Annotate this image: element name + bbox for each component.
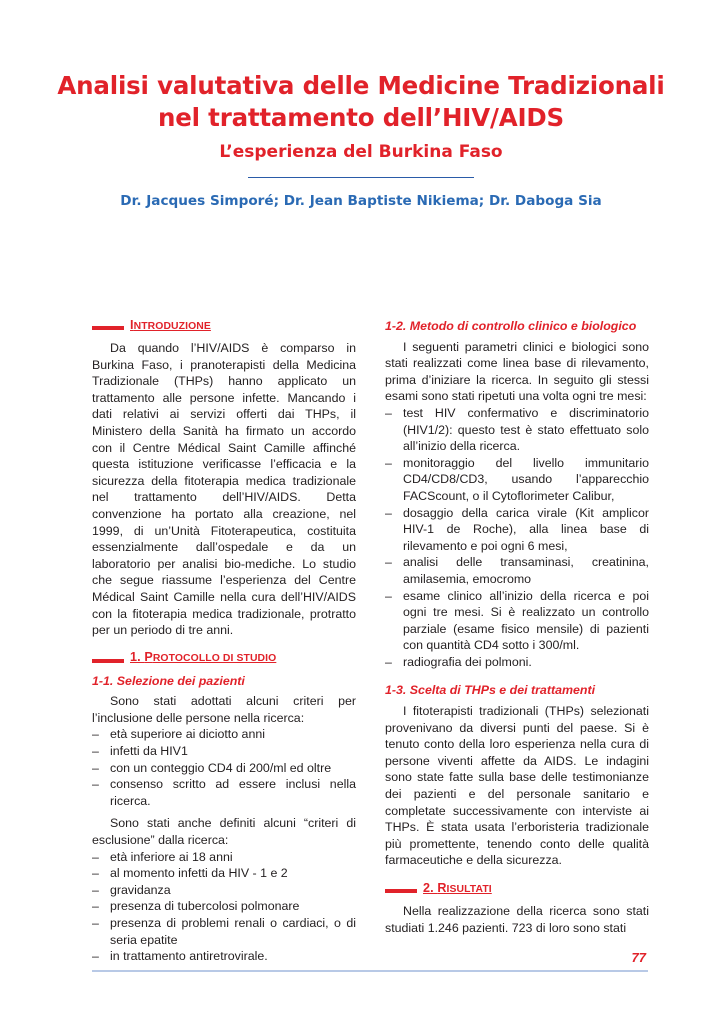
list-item: – infetti da HIV1	[92, 743, 356, 760]
section-heading-introduzione	[92, 318, 356, 334]
list-item: – test HIV confermativo e discriminatorio (HIV1/2): questo test è stato effettuato solo all’inizio della ricerca.	[385, 405, 649, 455]
section-title: INTRODUZIONE	[130, 317, 211, 332]
list-item: – presenza di problemi renali o cardiaci, o di seria epatite	[92, 915, 356, 948]
list-item: – consenso scritto ad essere inclusi nella ricerca.	[92, 776, 356, 809]
list-item: – monitoraggio del livello immunitario CD4/CD8/CD3, usando l’apparecchio FACScount, o il Cytoflorimeter Calibur,	[385, 455, 649, 505]
section-heading-risultati	[385, 881, 649, 897]
inclusion-intro: Sono stati adottati alcuni criteri per l’inclusione delle persone nella ricerca:	[92, 694, 356, 725]
section-title: 1. PROTOCOLLO DI STUDIO	[130, 650, 277, 665]
scelta-paragraph: I fitoterapisti tradizionali (THPs) selezionati provenivano da diversi punti del paese. Si è tenuto conto della loro esperienza nella cura di persone viventi affette da AIDS. Le indagini sono state fatte sulla base delle testimonianze dei pazienti e del personale sanitario e completate successivamente con interviste ai THPs. È stata usata l’erboristeria tradizionale più promettente, tenendo conto delle qualità farmaceutiche e della sicurezza.	[385, 704, 649, 868]
metodo-intro: I seguenti parametri clinici e biologici sono stati realizzati come linea base di rilevamento, prima d’iniziare la ricerca. In seguito gli stessi esami sono stati ripetuti una volta ogni tre mesi:	[385, 339, 649, 404]
list-item: – età inferiore ai 18 anni	[92, 849, 356, 866]
list-item: – esame clinico all’inizio della ricerca e poi ogni tre mesi. Si è realizzato un controllo parziale (esame fisico mensile) di pazienti con quantità CD4 sotto i 300/ml.	[385, 588, 649, 654]
article-title	[0, 70, 722, 134]
footer-divider	[92, 970, 648, 972]
inclusion-list	[92, 726, 356, 809]
title-line-2: nel trattamento dell’HIV/AIDS	[158, 103, 564, 132]
title-line-1: Analisi valutativa delle Medicine Tradizionali	[57, 71, 665, 100]
left-column	[92, 318, 356, 965]
list-item: – gravidanza	[92, 882, 356, 899]
subsection-title-scelta: 1-3. Scelta di THPs e dei trattamenti	[385, 683, 596, 698]
list-item: – radiografia dei polmoni.	[385, 654, 649, 671]
page-number: 77	[631, 950, 646, 965]
subsection-title-metodo: 1-2. Metodo di controllo clinico e biologico	[385, 319, 637, 333]
section-bar	[92, 326, 124, 330]
section-title: 2. RISULTATI	[423, 880, 492, 895]
intro-paragraph: Da quando l’HIV/AIDS è comparso in Burkina Faso, i pranoterapisti della Medicina Tradizionale (THPs) hanno applicato un trattamento alle persone infette. Mancando i dati relativi ai servizi offerti dai THPs, il Ministero della Sanità ha firmato un accordo con il Centre Médical Saint Camille affinché questa istituzione verificasse l’efficacia e la sicurezza della fitoterapia medica tradizionale nel trattamento dell’HIV/AIDS. Detta convenzione ha portato alla creazione, nel 1999, di un’Unità Fitoterapeutica, costituita essenzialmente dall’ospedale e da un laboratorio per analisi bio-mediche. Lo studio che segue riassume l’esperienza del Centre Médical Saint Camille nella cura dell’HIV/AIDS con la fitoterapia medica tradizionale, protratto per un periodo di tre anni.	[92, 341, 356, 638]
risultati-paragraph: Nella realizzazione della ricerca sono stati studiati 1.246 pazienti. 723 di loro sono stati	[385, 904, 649, 935]
section-heading-protocollo	[92, 651, 356, 667]
article-subtitle: L’esperienza del Burkina Faso	[219, 142, 503, 162]
list-item: – in trattamento antiretrovirale.	[92, 948, 356, 965]
right-column	[385, 318, 649, 936]
list-item: – analisi delle transaminasi, creatinina, amilasemia, emocromo	[385, 554, 649, 587]
title-divider	[248, 177, 474, 178]
list-item: – età superiore ai diciotto anni	[92, 726, 356, 743]
metodo-list	[385, 405, 649, 671]
list-item: – presenza di tubercolosi polmonare	[92, 898, 356, 915]
subsection-title-selezione: 1-1. Selezione dei pazienti	[92, 673, 245, 688]
exclusion-intro: Sono stati anche definiti alcuni “criteri di esclusione” dalla ricerca:	[92, 816, 356, 848]
section-bar	[92, 659, 124, 663]
list-item: – al momento infetti da HIV - 1 e 2	[92, 865, 356, 882]
list-item: – con un conteggio CD4 di 200/ml ed oltre	[92, 760, 356, 777]
list-item: – dosaggio della carica virale (Kit amplicor HIV-1 de Roche), alla linea base di rilevamento e poi ogni 6 mesi,	[385, 505, 649, 555]
section-bar	[385, 889, 417, 893]
exclusion-list	[92, 849, 356, 965]
authors-line: Dr. Jacques Simporé; Dr. Jean Baptiste Nikiema; Dr. Daboga Sia	[120, 193, 602, 209]
